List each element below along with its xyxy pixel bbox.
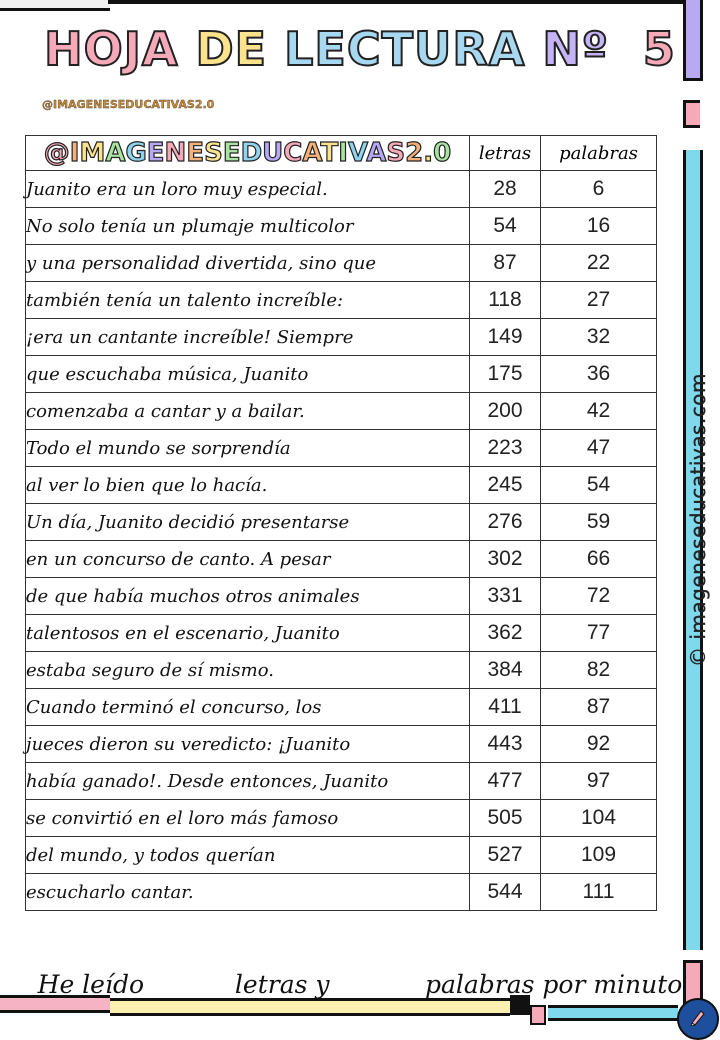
row-text: escucharlo cantar. [26, 874, 470, 911]
side-watermark: © imageneseducativas.com [686, 373, 710, 667]
row-letras: 362 [470, 615, 541, 652]
title-part: Nº [542, 22, 626, 76]
row-text: Un día, Juanito decidió presentarse [26, 504, 470, 541]
row-letras: 149 [470, 319, 541, 356]
row-text: Cuando terminó el concurso, los [26, 689, 470, 726]
row-text: y una personalidad divertida, sino que [26, 245, 470, 282]
title-part: LECTURA [284, 22, 543, 76]
frame-border-top [108, 0, 688, 4]
frame-border-right-pink [683, 100, 700, 128]
row-palabras: 6 [541, 171, 657, 208]
row-letras: 245 [470, 467, 541, 504]
table-row [26, 245, 657, 282]
row-letras: 87 [470, 245, 541, 282]
row-text: comenzaba a cantar y a bailar. [26, 393, 470, 430]
row-palabras: 77 [541, 615, 657, 652]
row-palabras: 92 [541, 726, 657, 763]
frame-border-top-left [0, 0, 110, 11]
table-row [26, 282, 657, 319]
row-palabras: 22 [541, 245, 657, 282]
column-header-letras: letras [470, 136, 541, 171]
row-text: No solo tenía un plumaje multicolor [26, 208, 470, 245]
row-palabras: 87 [541, 689, 657, 726]
row-text: Todo el mundo se sorprendía [26, 430, 470, 467]
table-row [26, 541, 657, 578]
table-header-row [26, 136, 657, 171]
brand-handle-small: @IMAGENESEDUCATIVAS2.0 [42, 98, 215, 111]
brand-header-text: @IMAGENESEDUCATIVAS2.0 [43, 138, 452, 168]
row-palabras: 66 [541, 541, 657, 578]
row-palabras: 36 [541, 356, 657, 393]
row-letras: 223 [470, 430, 541, 467]
row-palabras: 97 [541, 763, 657, 800]
row-letras: 384 [470, 652, 541, 689]
row-text: que escuchaba música, Juanito [26, 356, 470, 393]
frame-border-bottom-cyan [548, 1005, 678, 1021]
table-row [26, 504, 657, 541]
row-text: se convirtió en el loro más famoso [26, 800, 470, 837]
table-row [26, 837, 657, 874]
table-row [26, 356, 657, 393]
row-palabras: 111 [541, 874, 657, 911]
row-letras: 544 [470, 874, 541, 911]
row-palabras: 104 [541, 800, 657, 837]
row-letras: 54 [470, 208, 541, 245]
row-text: Juanito era un loro muy especial. [26, 171, 470, 208]
row-text: también tenía un talento increíble: [26, 282, 470, 319]
row-text: al ver lo bien que lo hacía. [26, 467, 470, 504]
table-row [26, 430, 657, 467]
table-row [26, 467, 657, 504]
row-letras: 411 [470, 689, 541, 726]
row-palabras: 42 [541, 393, 657, 430]
row-text: talentosos en el escenario, Juanito [26, 615, 470, 652]
title-part: HOJA [44, 22, 196, 76]
table-row [26, 689, 657, 726]
title-part: 5 [625, 22, 676, 76]
table-row [26, 800, 657, 837]
column-header-palabras: palabras [541, 136, 657, 171]
row-letras: 276 [470, 504, 541, 541]
table-row [26, 874, 657, 911]
row-text: del mundo, y todos querían [26, 837, 470, 874]
row-text: estaba seguro de sí mismo. [26, 652, 470, 689]
row-palabras: 54 [541, 467, 657, 504]
pencil-icon [689, 1008, 705, 1026]
brand-header [26, 136, 470, 171]
frame-border-bottom-pink [530, 1005, 546, 1025]
row-palabras: 32 [541, 319, 657, 356]
table-row [26, 171, 657, 208]
page-title [0, 22, 720, 76]
row-text: jueces dieron su veredicto: ¡Juanito [26, 726, 470, 763]
row-palabras: 109 [541, 837, 657, 874]
row-palabras: 16 [541, 208, 657, 245]
title-part: DE [195, 22, 285, 76]
footer-reading-speed: He leído ______ letras y_______ palabras por minuto [37, 970, 683, 999]
row-letras: 175 [470, 356, 541, 393]
row-letras: 527 [470, 837, 541, 874]
table-row [26, 319, 657, 356]
table-row [26, 578, 657, 615]
row-text: de que había muchos otros animales [26, 578, 470, 615]
row-text: había ganado!. Desde entonces, Juanito [26, 763, 470, 800]
row-palabras: 47 [541, 430, 657, 467]
pencil-logo-icon [677, 998, 719, 1040]
table-row [26, 208, 657, 245]
row-letras: 200 [470, 393, 541, 430]
row-letras: 28 [470, 171, 541, 208]
frame-border-bottom-yellow [110, 998, 510, 1016]
row-palabras: 59 [541, 504, 657, 541]
row-palabras: 27 [541, 282, 657, 319]
table-row [26, 726, 657, 763]
row-letras: 302 [470, 541, 541, 578]
row-letras: 505 [470, 800, 541, 837]
row-letras: 331 [470, 578, 541, 615]
row-palabras: 72 [541, 578, 657, 615]
row-letras: 477 [470, 763, 541, 800]
table-row [26, 615, 657, 652]
table-row [26, 652, 657, 689]
row-letras: 118 [470, 282, 541, 319]
row-text: ¡era un cantante increíble! Siempre [26, 319, 470, 356]
reading-table [25, 135, 657, 911]
row-letras: 443 [470, 726, 541, 763]
row-text: en un concurso de canto. A pesar [26, 541, 470, 578]
row-palabras: 82 [541, 652, 657, 689]
table-row [26, 763, 657, 800]
table-row [26, 393, 657, 430]
